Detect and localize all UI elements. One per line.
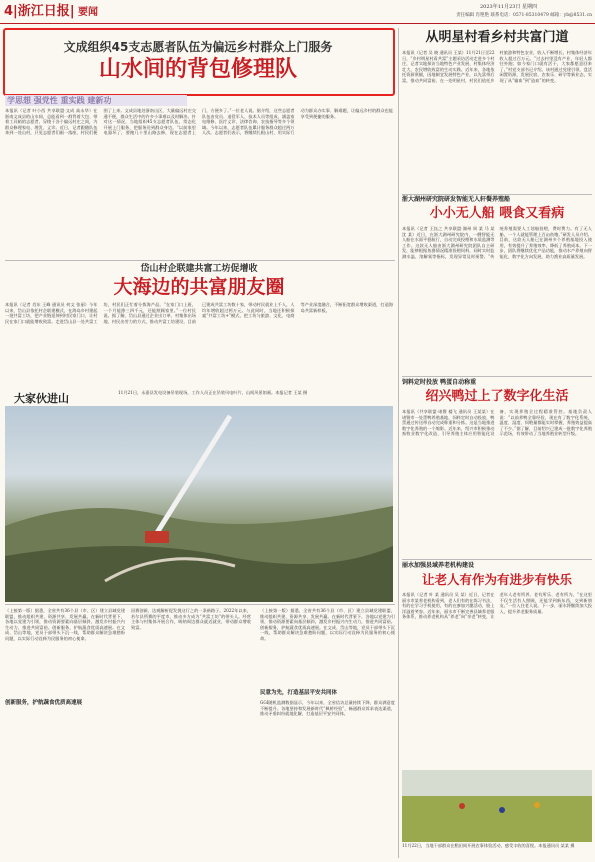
masthead-date: 2023年11月23日 星期四 [480, 4, 538, 10]
masthead-page-paper: 4|浙江日报| [4, 4, 75, 19]
bottom-mid-body-3: （上接第一版）据悉，全省共有36个县（市、区）建立县域党建联盟，推动组织共建、资源共享、发展共赢。在新时代背景下，各地以党建为引领，推动资源要素向基层倾斜，激发乡村振兴内生动力，推进共同富裕。创新服务，护航蔬食优质高速展。在文成、岱山等地，党员干部带头下沉一线，帮助群众解决急难愁盼问题，以实际行动诠释为民服务的初心使命。 [260, 608, 395, 641]
lead-subtitle: 文成组织45支志愿者队伍为偏远乡村群众上门服务 [63, 40, 333, 54]
photo-heading: 大家伙进山 [14, 392, 69, 405]
elderly-title: 让老人有作为有进步有快乐 [421, 572, 572, 587]
daishan-title: 大海边的共富朋友圈 [113, 276, 285, 298]
lead-body: 本报讯（记者 叶小西 共享联盟·文成 高永华）在浙南文成县的山水间，总能看到一群背着大包、带着工具箱的志愿者，穿梭于各个偏远村庄之间，为群众修理家电、理发、义诊。近日，记者跟随队伍来到一处山村，只见志愿者们刚一落座，村民们便围了上来。文成县地处浙南山区，大量偏远村庄交通不便，群众生活中的许多小事难以及时解决。针对这一情况，当地组织45支志愿者队伍，常态化开展上门服务，把服务送到群众身边。“以前家里电器坏了，要跑几十里山路去修，现在志愿者上门，方便多了。”一位老人说。据介绍，这些志愿者队伍由党员、退役军人、技术人员等组成，涵盖家电维修、医疗义诊、法律咨询、农技指导等多个领域。今年以来，志愿者队伍累计服务群众超过两万人次。志愿者们表示，将继续扎根山村，用实际行动为群众办实事、解难题，让偏远乡村的群众也能享受到便捷的服务。 [5, 108, 393, 136]
rice-photo-caption: 11月22日，当地干部群众在稻田间开展农事体验活动，感受丰收的喜悦。本报通讯员 某某 摄 [402, 843, 575, 848]
shaoxing-body: 本报讯（共享联盟·诸暨 楼飞 通讯员 王某某）在诸暨市一处蛋鸭养殖基地，饲料定时自动投放，鸭蛋通过传送带自动完成称重和分拣。这是当地推进数字化养殖的一个缩影。近年来，绍兴市积极推动畜牧业数字化改造，引导养殖主体应用智能化设备，实现养殖全过程精准管控。基地负责人说：“以前养鸭全靠经验，现在有了数字化系统，温度、湿度、饲喂量都能实时掌握，养殖效益提高了不少。”据了解，目前绍兴已建成一批数字化养殖示范场，有效带动了当地养殖业转型升级。 [402, 409, 592, 437]
lead-title: 山水间的背包修理队 [98, 56, 297, 82]
bottom-left-body: （上接第一版）据悉，全省共有36个县（市、区）建立县域党建联盟，推动组织共建、资源共享、发展共赢。在新时代背景下，各地以党建为引领，推动资源要素向基层倾斜，激发乡村振兴内生动力，推进共同富裕。创新服务，护航蔬食优质高速展。在文成、岱山等地，党员干部带头下沉一线，帮助群众解决急难愁盼问题，以实际行动诠释为民服务的初心使命。 [5, 608, 125, 641]
person-mark [459, 803, 465, 809]
section-divider [5, 260, 395, 261]
masthead-editors: 责任编辑 肖艳艳 联系电话：0571-85310479 邮箱：yb@8531.cn [456, 13, 592, 18]
unmanned-title: 小小无人船 喂食又看病 [429, 206, 565, 221]
rice-field-photo [402, 770, 592, 842]
photo-caption: 11月21日，永嘉县发电设备吊装现场，工作人员正在吊装风电叶片，山间风景如画。本报记者 王某 摄 [118, 390, 308, 395]
masthead-section: 要闻 [78, 7, 98, 18]
right-top-body: 本报讯（记者 吴 晓 通讯员 王某）11月21日至22日，“乡村明星村看共富”主题采访活动走进多个村庄，记者实地探访当地特色产业发展、村集体经济壮大、农民增收致富的生动实践。近年来，各地依托资源禀赋，因地制宜发展特色产业，以先富带后富，推动共同富裕。在一处明星村，村民们依托乡村旅游和特色农业，收入不断增长，村集体经济年收入超过百万元。“过去村里没有产业，年轻人都往外跑；如今家门口就有活干，大家都愿意回来了。”村党支部书记介绍。该村通过党建引领，盘活闲置资源，发展民宿、农家乐、研学等新业态，实现了从“输血”到“造血”的转变。 [402, 50, 592, 83]
shaoxing-title: 绍兴鸭过上了数字化生活 [425, 389, 569, 404]
field-area [402, 796, 592, 842]
daishan-subtitle: 岱山村企联建共富工坊促增收 [140, 264, 258, 274]
right-divider-2 [402, 376, 592, 377]
sky-area [402, 770, 592, 796]
turbine-blade [155, 416, 230, 536]
unmanned-body: 本报讯（记者 王钰之 共享联盟·湖州 周 某 马 某 沈 某）近日，在浙大湖州研究院内，一艘智能无人船在水面平稳航行，自动完成投喂和水质监测等工作。这款无人船由浙大湖州研究院团队自主研发，能够根据鱼群情况精准投喂饲料，同时实时监测水温、溶解氧等指标，发现异常及时预警。“传统养殖需要人工划船投喂，费时费力。有了无人船，一个人就能管理上百亩鱼塘。”研发人员介绍。目前，这款无人船已在湖州多个养殖基地投入使用，有效提升了养殖效率，降低了养殖成本。下一步，团队将继续优化产品功能，推动水产养殖向智能化、数字化方向发展，助力渔业高质量发展。 [402, 226, 592, 259]
rice-field-scene [402, 770, 592, 842]
bottom-mid-body-2: GGI随机监测数据显示，今年以来，全省信访总量持续下降，群众满意度不断提升。各地坚持和发展新时代“枫桥经验”，畅通群众诉求表达渠道，推动矛盾纠纷就地化解，打造基层平安共同体。 [260, 700, 395, 717]
wind-turbine-scene [5, 406, 393, 602]
right-top-title: 从明星村看乡村共富门道 [425, 30, 569, 45]
bottom-mid-body: 因赛创新，达观解析促发挑这行之的一条新路子。2022年以来，若尔县所赛的平度市，推动多方成为“共富工坊”的带头人。经营主体与村集体开展合作，吸纳周边群众就近就业，带动群众增收致富。 [131, 608, 251, 630]
person-mark [534, 802, 540, 808]
unmanned-label: 浙大湖州研究院研发智能无人轩餐养殖船 [402, 196, 511, 203]
bottom-mid-subhead: 民意为先，打造基层平安共同体 [260, 690, 395, 697]
transport-truck [145, 531, 169, 543]
daishan-body: 本报讯（记者 肖东 王峰 通讯员 何文 张丽）今年以来，岱山县依托村企联建模式，在海岛乡村建起一批共富工坊，把产业链延伸到村民家门口，让村民在家门口就能增收致富。走进岱山县一处共富工坊，村民们正忙着分拣海产品。“在家门口上班，一个月能挣三四千元，还能照顾家里。”一位村民说。据了解，岱山县通过企业出订单、村集体出场地、村民出劳力的方式，推动共富工坊建设，目前已建成共富工坊数十家，带动村民就业上千人，人均年增收超过两万元。与此同时，当地还积极探索“共富工坊+”模式，把工坊与旅游、文化、电商等产业深度融合，不断拓宽群众增收渠道，打造海岛共富新样板。 [5, 302, 393, 324]
bottom-left-subhead: 创新服务，护航蔬食优质高速展 [5, 700, 125, 707]
section-divider-2 [5, 604, 395, 605]
right-divider-1 [402, 194, 592, 195]
shaoxing-label: 饲料定时投放 鸭蛋自动称重 [402, 379, 477, 386]
person-mark [499, 807, 505, 813]
column-divider [398, 28, 399, 858]
elderly-body: 本报讯（记者 叶 某 通讯员 吴 某）近日，记者在丽水市某养老机构看到，老人们有的在练习书法，有的在学习手机使用，有的在参加兴趣活动，脸上洋溢着笑容。近年来，丽水市不断完善县域养老服务体系，推动养老机构从“养老”向“享老”转变，让老年人老有所养、老有所乐、老有所为。“在这里不仅生活有人照顾，还能学到新东西，交到新朋友。”一位入住老人说。下一步，丽水将继续加大投入，提升养老服务质量。 [402, 592, 592, 620]
right-divider-3 [402, 559, 592, 560]
lead-theme-band: 学思想 强党性 重实践 建新功 [5, 95, 187, 106]
elderly-label: 丽水加强县域养老机构建设 [402, 562, 475, 569]
wind-turbine-photo [5, 406, 393, 602]
